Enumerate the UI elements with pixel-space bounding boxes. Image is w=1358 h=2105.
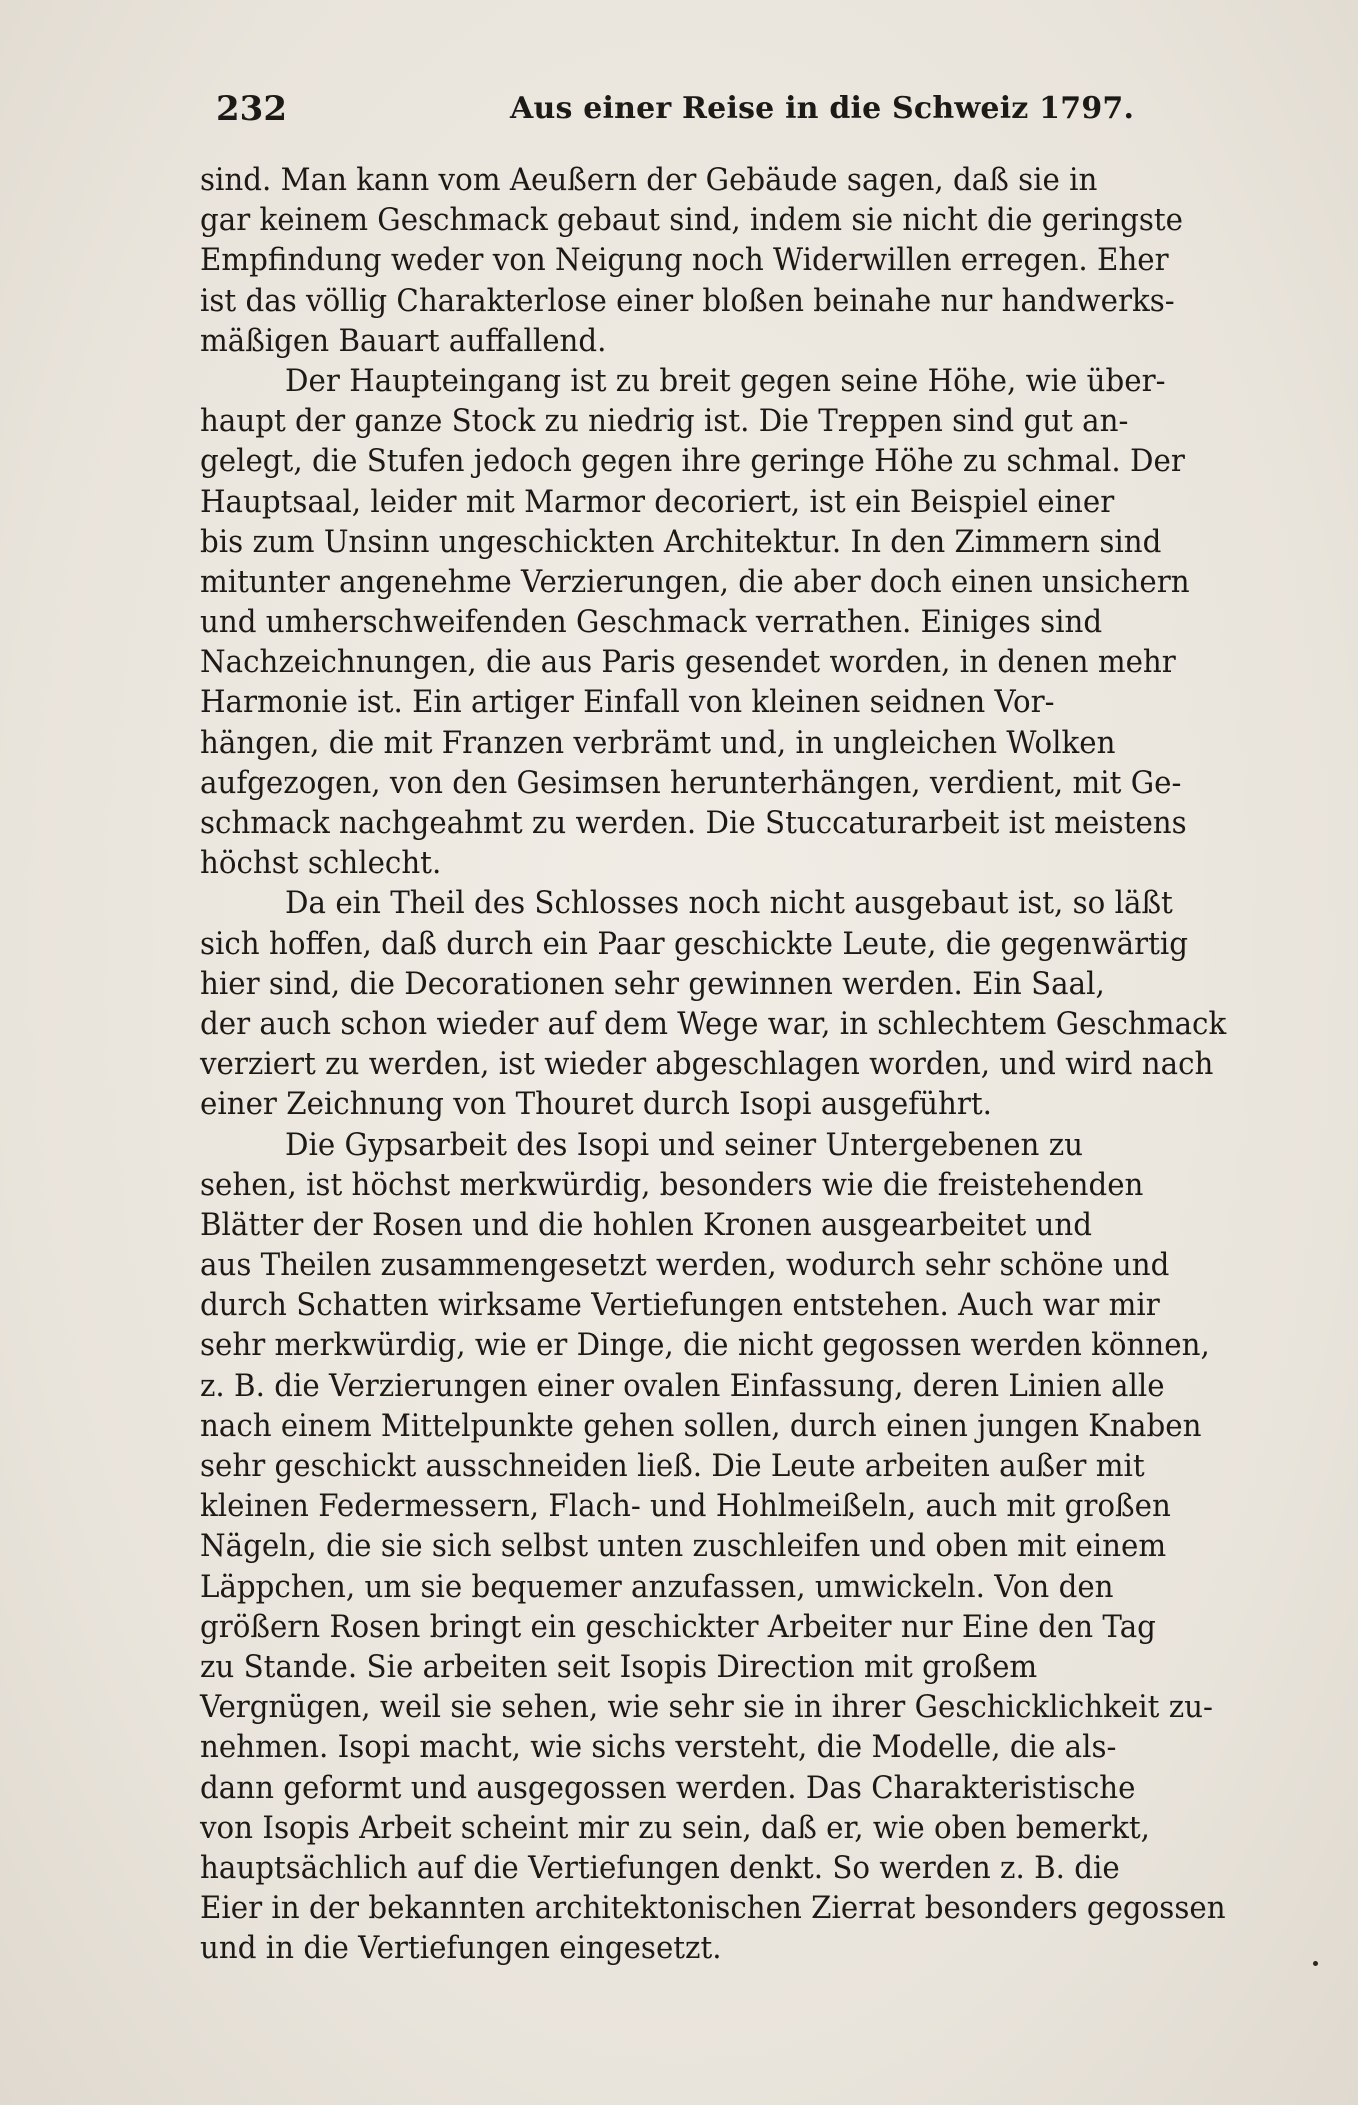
text-line: nehmen. Isopi macht, wie sichs versteht, die Modelle, die als- (200, 1729, 1117, 1766)
paragraph-start-line: Der Haupteingang ist zu breit gegen seine Höhe, wie über- (285, 362, 1166, 399)
text-line: Hauptsaal, leider mit Marmor decoriert, ist ein Beispiel einer (200, 483, 1115, 520)
text-line: aufgezogen, von den Gesimsen herunterhängen, verdient, mit Ge- (200, 764, 1182, 801)
text-line: Harmonie ist. Ein artiger Einfall von kleinen seidnen Vor- (200, 684, 1055, 721)
text-line: größern Rosen bringt ein geschickter Arbeiter nur Eine den Tag (200, 1608, 1156, 1645)
text-line: aus Theilen zusammengesetzt werden, wodurch sehr schöne und (200, 1247, 1170, 1284)
paragraph-start-line: Da ein Theil des Schlosses noch nicht ausgebaut ist, so läßt (285, 885, 1173, 922)
text-line: sich hoffen, daß durch ein Paar geschickte Leute, die gegenwärtig (200, 925, 1188, 962)
text-line: Eier in der bekannten architektonischen Zierrat besonders gegossen (200, 1890, 1226, 1927)
text-line: Empfindung weder von Neigung noch Widerwillen erregen. Eher (200, 242, 1169, 279)
text-line: und in die Vertiefungen eingesetzt. (200, 1930, 722, 1967)
text-line: nach einem Mittelpunkte gehen sollen, durch einen jungen Knaben (200, 1407, 1202, 1444)
text-line: einer Zeichnung von Thouret durch Isopi ausgeführt. (200, 1086, 992, 1123)
text-line: und umherschweifenden Geschmack verrathen. Einiges sind (200, 604, 1103, 641)
text-line: zu Stande. Sie arbeiten seit Isopis Direction mit großem (200, 1648, 1038, 1685)
text-line: hauptsächlich auf die Vertiefungen denkt. So werden z. B. die (200, 1849, 1120, 1886)
text-line: verziert zu werden, ist wieder abgeschlagen worden, und wird nach (200, 1046, 1214, 1083)
text-line: Nachzeichnungen, die aus Paris gesendet worden, in denen mehr (200, 644, 1176, 681)
text-line: sehr merkwürdig, wie er Dinge, die nicht gegossen werden können, (200, 1327, 1210, 1364)
text-line: kleinen Federmessern, Flach- und Hohlmeißeln, auch mit großen (200, 1488, 1171, 1525)
text-line: gelegt, die Stufen jedoch gegen ihre geringe Höhe zu schmal. Der (200, 443, 1185, 480)
running-head: Aus einer Reise in die Schweiz 1797. (510, 91, 1135, 126)
text-line: hier sind, die Decorationen sehr gewinnen werden. Ein Saal, (200, 965, 1105, 1002)
text-line: sehr geschickt ausschneiden ließ. Die Leute arbeiten außer mit (200, 1448, 1145, 1484)
paragraph-start-line: Die Gypsarbeit des Isopi und seiner Untergebenen zu (285, 1126, 1084, 1163)
text-line: Nägeln, die sie sich selbst unten zuschleifen und oben mit einem (200, 1528, 1167, 1565)
text-line: der auch schon wieder auf dem Wege war, in schlechtem Geschmack (200, 1005, 1227, 1042)
text-line: gar keinem Geschmack gebaut sind, indem sie nicht die geringste (200, 202, 1184, 239)
text-line: Blätter der Rosen und die hohlen Kronen ausgearbeitet und (200, 1206, 1093, 1243)
text-line: hängen, die mit Franzen verbrämt und, in ungleichen Wolken (200, 724, 1116, 761)
text-line: von Isopis Arbeit scheint mir zu sein, daß er, wie oben bemerkt, (200, 1809, 1150, 1846)
text-line: schmack nachgeahmt zu werden. Die Stuccaturarbeit ist meistens (200, 805, 1187, 841)
ink-speck (1313, 1961, 1318, 1966)
text-line: ist das völlig Charakterlose einer bloßen beinahe nur handwerks- (200, 282, 1175, 319)
page-number: 232 (216, 89, 287, 129)
text-line: haupt der ganze Stock zu niedrig ist. Die Treppen sind gut an- (200, 403, 1129, 440)
text-line: bis zum Unsinn ungeschickten Architektur. In den Zimmern sind (200, 523, 1162, 560)
text-line: durch Schatten wirksame Vertiefungen entstehen. Auch war mir (200, 1287, 1160, 1324)
page-header (216, 84, 1156, 134)
text-line: z. B. die Verzierungen einer ovalen Einfassung, deren Linien alle (200, 1367, 1165, 1404)
text-line: dann geformt und ausgegossen werden. Das Charakteristische (200, 1769, 1136, 1806)
body-text (200, 160, 1300, 1968)
text-line: sehen, ist höchst merkwürdig, besonders wie die freistehenden (200, 1166, 1144, 1203)
text-line: sind. Man kann vom Aeußern der Gebäude sagen, daß sie in (200, 162, 1098, 198)
text-line: mäßigen Bauart auffallend. (200, 322, 607, 359)
text-line: mitunter angenehme Verzierungen, die aber doch einen unsichern (200, 563, 1190, 600)
text-line: Läppchen, um sie bequemer anzufassen, umwickeln. Von den (200, 1568, 1114, 1605)
text-line: Vergnügen, weil sie sehen, wie sehr sie in ihrer Geschicklichkeit zu- (200, 1689, 1213, 1726)
text-line: höchst schlecht. (200, 845, 442, 882)
